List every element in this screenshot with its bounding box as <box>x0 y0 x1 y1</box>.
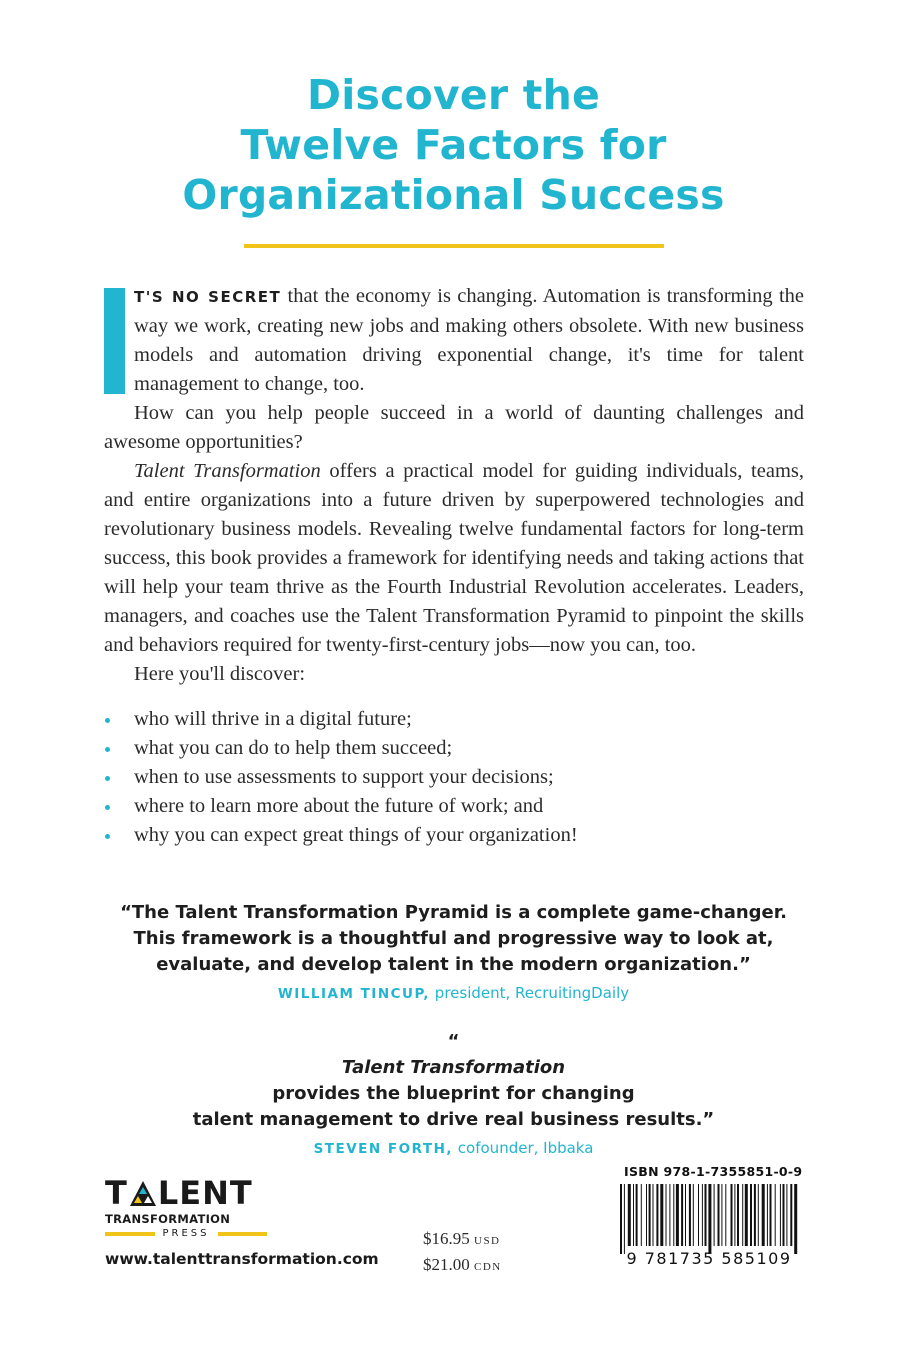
logo-wordmark <box>105 1176 267 1210</box>
price-usd-label: USD <box>474 1235 501 1247</box>
barcode-bar <box>628 1184 631 1246</box>
isbn-label: ISBN 978-1-7355851-0-9 <box>624 1164 803 1179</box>
quote-attribution <box>0 982 907 1005</box>
bullet-dot-icon <box>105 718 110 723</box>
quote-line: This framework is a thoughtful and progressive way to look at, <box>133 928 774 949</box>
list-item-text: when to use assessments to support your decisions; <box>134 766 554 788</box>
barcode-icon <box>620 1184 798 1254</box>
barcode-bar <box>698 1184 699 1246</box>
quote-author: WILLIAM TINCUP, <box>277 986 431 1002</box>
logo-letters-rest: LENT <box>157 1174 253 1212</box>
price-cdn <box>423 1253 502 1279</box>
isbn-digits: 9 781735 585109 <box>626 1249 792 1268</box>
barcode-bar <box>641 1184 642 1246</box>
intro-text <box>134 282 804 399</box>
price-block <box>423 1227 502 1279</box>
list-item-text: where to learn more about the future of work; and <box>134 795 544 817</box>
press-rule-left <box>105 1232 155 1236</box>
barcode-bar <box>721 1184 722 1246</box>
price-cdn-label: CDN <box>474 1261 502 1273</box>
barcode-bar <box>666 1184 667 1246</box>
barcode-bar <box>649 1184 651 1246</box>
quote-book-title: Talent Transformation <box>341 1057 566 1078</box>
paragraph-overview-text: offers a practical model for guiding individuals, teams, and entire organizations into a future driven by superpowered technologies and revolutionary business models. Revealing twelve fundamental factors for long-term success, this book provides a framework for identifying needs and taking actions that will help your team thrive as the Fourth Industrial Revolution accelerates. Leaders, managers, and coaches use the Talent Transformation Pyramid to pinpoint the skills and behaviors required for twenty-first-century jobs—now you can, too. <box>104 460 805 656</box>
quote-text <box>0 900 907 978</box>
price-usd <box>423 1227 502 1253</box>
barcode-bar <box>673 1184 674 1246</box>
testimonial <box>0 900 907 1005</box>
bullet-dot-icon <box>105 805 110 810</box>
barcode-bar <box>734 1184 735 1246</box>
barcode-bar <box>705 1184 707 1246</box>
list-item-text: what you can do to help them succeed; <box>134 737 453 759</box>
barcode-bar <box>731 1184 733 1246</box>
intro-paragraph <box>104 282 804 399</box>
quote-attribution <box>0 1137 907 1160</box>
description <box>104 282 804 850</box>
pyramid-icon <box>129 1180 157 1207</box>
logo-subtitle: TRANSFORMATION <box>105 1212 231 1226</box>
intro-body: that the economy is changing. Automation is transforming the way we work, creating new jobs and making others obsolete. With new business models and automation driving exponential change, it's time for talent management to change, too. <box>134 285 804 395</box>
barcode-bar <box>653 1184 654 1246</box>
list-item <box>104 792 804 821</box>
price-usd-amount: $16.95 <box>423 1229 470 1248</box>
logo-press: PRESS <box>162 1228 210 1239</box>
barcode-bar <box>646 1184 647 1246</box>
price-cdn-amount: $21.00 <box>423 1255 470 1274</box>
barcode-bar <box>725 1184 726 1246</box>
barcode-bar <box>786 1184 787 1246</box>
headline-line-3: Organizational Success <box>182 171 725 219</box>
quote-open-mark: “ <box>447 1031 460 1052</box>
barcode-bar <box>685 1184 686 1246</box>
barcode-bar <box>794 1184 797 1254</box>
drop-cap-letter <box>104 288 125 394</box>
barcode-bar <box>758 1184 759 1246</box>
quote-author-role: president, RecruitingDaily <box>430 984 630 1002</box>
barcode-bar <box>702 1184 703 1246</box>
bullet-dot-icon <box>105 747 110 752</box>
bullet-dot-icon <box>105 834 110 839</box>
barcode-bar <box>714 1184 715 1246</box>
barcode-bar <box>693 1184 694 1246</box>
barcode-bar <box>676 1184 679 1246</box>
intro-lead-caps: T'S NO SECRET <box>134 288 282 306</box>
barcode-bar <box>737 1184 739 1246</box>
logo-press-row <box>105 1228 267 1239</box>
paragraph-overview <box>104 457 804 660</box>
list-item <box>104 763 804 792</box>
publisher-logo <box>105 1176 267 1239</box>
barcode-bar <box>780 1184 781 1246</box>
barcode-bar <box>681 1184 683 1246</box>
barcode-bar <box>708 1184 711 1254</box>
barcode-bar <box>790 1184 792 1246</box>
barcode-bar <box>633 1184 634 1246</box>
barcode-bar <box>718 1184 720 1246</box>
headline-line-2: Twelve Factors for <box>240 121 667 169</box>
list-item-text: who will thrive in a digital future; <box>134 708 412 730</box>
discover-list <box>104 705 804 850</box>
quote-author-role: cofounder, Ibbaka <box>453 1139 594 1157</box>
barcode-bar <box>742 1184 743 1246</box>
list-item <box>104 705 804 734</box>
barcode-bar <box>636 1184 638 1246</box>
publisher-url[interactable]: www.talenttransformation.com <box>105 1250 379 1268</box>
list-item <box>104 821 804 850</box>
barcode-bar <box>689 1184 691 1246</box>
barcode-bar <box>783 1184 785 1246</box>
barcode-bar <box>762 1184 765 1246</box>
headline-line-1: Discover the <box>307 71 600 119</box>
list-item <box>104 734 804 763</box>
barcode-bar <box>750 1184 752 1246</box>
list-item-text: why you can expect great things of your organization! <box>134 824 578 846</box>
press-rule-right <box>218 1232 268 1236</box>
quote-line-rest: provides the blueprint for changing <box>272 1083 635 1104</box>
barcode-bar <box>754 1184 756 1246</box>
book-title: Talent Transformation <box>134 460 321 482</box>
paragraph-discover: Here you'll discover: <box>134 663 306 685</box>
barcode-bar <box>775 1184 776 1246</box>
barcode-bar <box>624 1184 625 1254</box>
testimonials <box>0 900 907 1160</box>
quote-author: STEVEN FORTH, <box>313 1141 454 1157</box>
barcode-bar <box>669 1184 670 1246</box>
logo-letter-t: T <box>105 1174 128 1212</box>
quote-line: talent management to drive real business results.” <box>192 1109 715 1130</box>
barcode-bar <box>767 1184 768 1246</box>
barcode-bar <box>745 1184 748 1246</box>
headline-divider <box>244 244 664 248</box>
barcode-bar <box>656 1184 658 1246</box>
paragraph-question: How can you help people succeed in a world of daunting challenges and awesome opportunities? <box>104 402 804 453</box>
quote-line <box>0 1029 907 1107</box>
testimonial <box>0 1029 907 1160</box>
barcode-bar <box>620 1184 622 1254</box>
headline <box>0 70 907 220</box>
bullet-dot-icon <box>105 776 110 781</box>
quote-line: evaluate, and develop talent in the modern organization.” <box>156 954 751 975</box>
quote-text <box>0 1029 907 1133</box>
barcode-bar <box>770 1184 772 1246</box>
barcode-bar <box>660 1184 663 1246</box>
quote-line: “The Talent Transformation Pyramid is a complete game-changer. <box>120 902 787 923</box>
